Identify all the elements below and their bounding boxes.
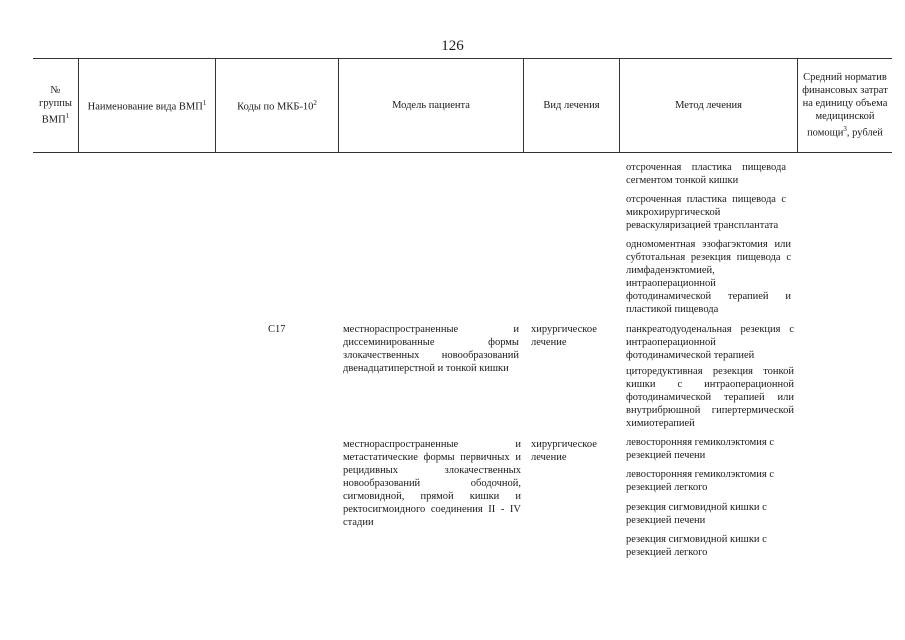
row-colorectal-method-1: левосторонняя гемиколэктомия с резекцией печени <box>626 437 775 461</box>
row-c17-code: C17 <box>268 324 286 335</box>
method-carryover-1: отсроченная пластика пищевода сегментом тонкой кишки <box>626 162 786 186</box>
row-colorectal-method-4: резекция сигмовидной кишки с резекцией легкого <box>626 534 767 558</box>
header-icd-codes: Коды по МКБ-$10^2$ <box>237 99 317 113</box>
header-group-number: № группы ВМП$^1$ <box>39 85 72 126</box>
header-cost-norm: Средний норматив финансовых затрат на единицу объема медицинской помощи$^3$, рублей <box>802 72 888 139</box>
row-colorectal-treatment: хирургическое лечение <box>531 439 597 463</box>
row-colorectal-model: местнораспространенные и метастатические формы первичных и рецидивных злокачественных новообразований ободочной, сигмовидной, прямой кишки и ректосигмоидного соединения II - IV стадии <box>343 439 521 528</box>
header-treatment-method: Метод лечения <box>675 100 742 111</box>
method-carryover-2: отсроченная пластика пищевода с микрохирургической реваскуляризацией трансплантата <box>626 194 786 231</box>
row-colorectal-method-3: резекция сигмовидной кишки с резекцией печени <box>626 502 767 526</box>
method-carryover-3: одномоментная эзофагэктомия или субтотальная резекция пищевода с лимфаденэктомией, интраоперационной фотодинамической терапией и пластикой пищевода <box>626 239 791 315</box>
row-colorectal-method-2: левосторонняя гемиколэктомия с резекцией легкого <box>626 469 775 493</box>
row-c17-method-2: циторедуктивная резекция тонкой кишки с интраоперационной фотодинамической терапией или внутрибрюшной гипертермической химиотерапией <box>626 366 794 429</box>
header-bottom-border <box>33 152 892 153</box>
header-treatment-type: Вид лечения <box>543 100 600 111</box>
header-vmp-name: Наименование вида ВМП$^1$ <box>87 99 207 113</box>
row-c17-treatment: хирургическое лечение <box>531 324 597 348</box>
page-number: 126 <box>441 38 464 54</box>
header-patient-model: Модель пациента <box>392 100 470 111</box>
row-c17-model: местнораспространенные и диссеминированные формы злокачественных новообразований двенадцатиперстной и тонкой кишки <box>343 324 519 374</box>
row-c17-method-1: панкреатодуоденальная резекция с интраоперационной фотодинамической терапией <box>626 324 794 361</box>
